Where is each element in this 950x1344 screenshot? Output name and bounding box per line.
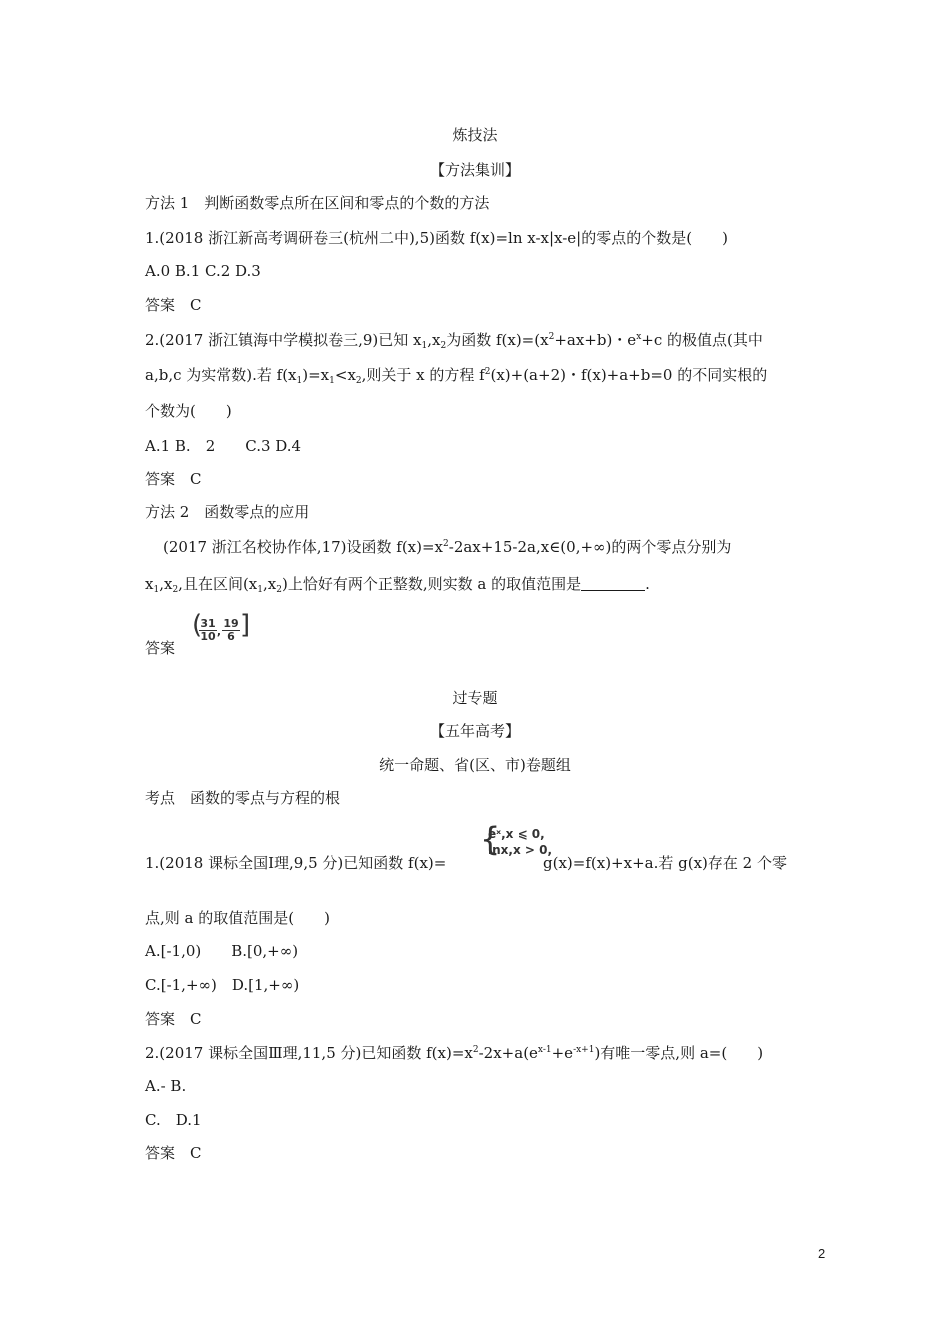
q2-answer: 答案 C xyxy=(145,470,202,488)
q1-stem: 1.(2018 浙江新高考调研卷三(杭州二中),5)函数 f(x)=ln x-x|x-e|的零点的个数是( ) xyxy=(145,229,728,247)
q1-answer: 答案 C xyxy=(145,296,202,314)
s2-q1-line2: 点,则 a 的取值范围是( ) xyxy=(145,909,330,927)
section-title-lianjifa: 炼技法 xyxy=(452,126,498,144)
frac1-denominator: 10 xyxy=(200,630,216,643)
s2-q1-options-cd: C.[-1,+∞) D.[1,+∞) xyxy=(145,976,300,994)
answer-blank xyxy=(581,576,645,591)
s2-q2-stem: 2.(2017 课标全国Ⅲ理,11,5 分)已知函数 $f(x)=x^2-2x+a(e^{x-1}+e^{-x+1})$有唯一零点,则 a=( ) xyxy=(145,1044,764,1062)
left-paren-glyph: ( xyxy=(192,610,203,640)
q2-options: A.1 B. 2 C.3 D.4 xyxy=(145,437,302,455)
s2-q1-options-ab: A.[-1,0) B.[0,+∞) xyxy=(145,942,299,960)
q2-line1: 2.(2017 浙江镇海中学模拟卷三,9)已知 $x_1,x_2$为函数 $f(x)=(x^2+ax+b)$・$e^x+c$ 的极值点(其中 xyxy=(145,331,763,351)
piece-row-1: eˣ,x ⩽ 0, xyxy=(488,827,545,841)
q2-line2: a,b,c 为实常数).若 $f(x_1)=x_1<x_2$,则关于 x 的方程 $f^2(x)+(a+2)$・f(x)+a+b=0 的不同实根的 xyxy=(145,366,768,386)
s2-q1-answer: 答案 C xyxy=(145,1010,202,1028)
s2-q2-answer: 答案 C xyxy=(145,1144,202,1162)
frac1-numerator: 31 xyxy=(200,617,216,630)
section-title-guozhuanti: 过专题 xyxy=(452,689,498,707)
page-number: 2 xyxy=(818,1246,826,1261)
piece-row-2: lnx,x > 0, xyxy=(488,843,553,857)
q3-line1: (2017 浙江名校协作体,17)设函数 $f(x)=x^2-2ax+15-2a,x\in(0,+\infty)$的两个零点分别为 xyxy=(163,538,732,556)
q3-line2: $x_1,x_2$,且在区间$(x_1,x_2)$上恰好有两个正整数,则实数 a 的取值范围是 . xyxy=(145,575,650,595)
section-subtitle-five-years: 【五年高考】 xyxy=(429,722,520,740)
exam-point-heading: 考点 函数的零点与方程的根 xyxy=(145,789,341,807)
s2-q2-options-ab: A.- B. xyxy=(145,1077,187,1095)
section-subtitle-method-training: 【方法集训】 xyxy=(429,161,520,179)
brace-glyph: { xyxy=(480,820,501,858)
q1-options: A.0 B.1 C.2 D.3 xyxy=(145,262,261,280)
frac2-numerator: 19 xyxy=(223,617,239,630)
method1-heading: 方法 1 判断函数零点所在区间和零点的个数的方法 xyxy=(145,194,490,212)
s2-q1-stem-left: 1.(2018 课标全国Ⅰ理,9,5 分)已知函数 f(x)= xyxy=(145,854,447,872)
s2-q2-options-cd: C. D.1 xyxy=(145,1111,202,1129)
comma-glyph: , xyxy=(216,625,222,638)
right-bracket-glyph: ] xyxy=(240,610,251,640)
frac2-denominator: 6 xyxy=(222,630,240,642)
q3-answer-label: 答案 xyxy=(145,639,176,657)
s2-q1-stem-right: g(x)=f(x)+x+a.若 g(x)存在 2 个零 xyxy=(543,854,787,872)
method2-heading: 方法 2 函数零点的应用 xyxy=(145,503,310,521)
q2-line3: 个数为( ) xyxy=(145,402,232,420)
question-group-title: 统一命题、省(区、市)卷题组 xyxy=(379,756,571,774)
